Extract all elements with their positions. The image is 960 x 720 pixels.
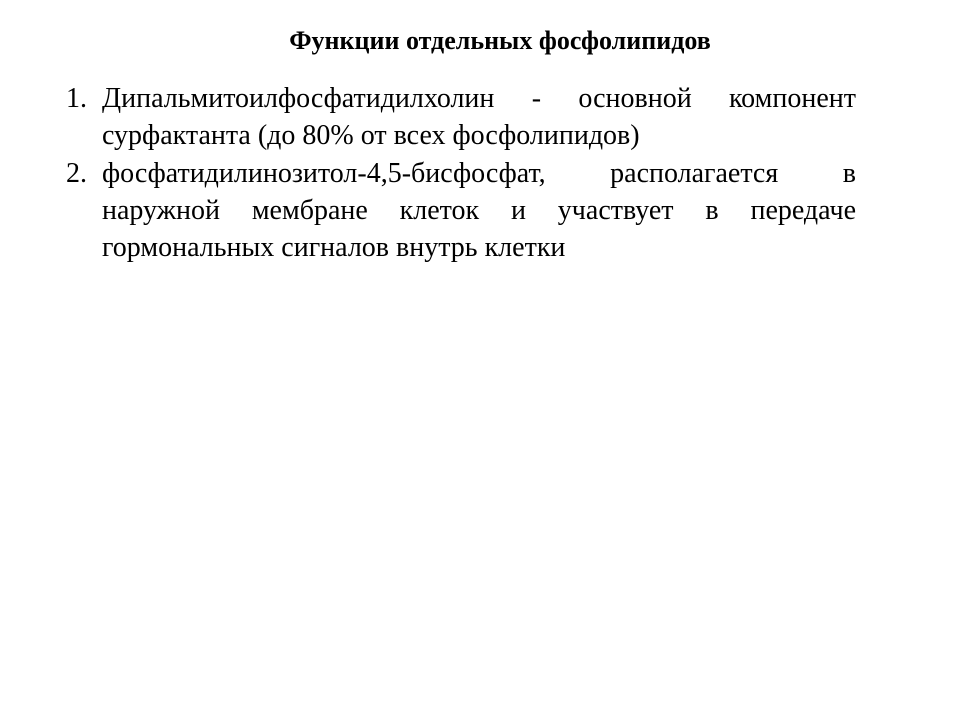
list-item [66, 155, 856, 266]
slide-title: Функции отдельных фосфолипидов [289, 26, 711, 55]
list-item-text: фосфатидилинозитол-4,5-бисфосфат, располагается в наружной мембране клеток и участвует в передаче гормональных сигналов внутрь клетки [102, 158, 856, 263]
list-item-number: 1. [66, 83, 87, 114]
functions-list [66, 80, 856, 267]
list-item-text: Дипальмитоилфосфатидилхолин - основной компонент сурфактанта (до 80% от всех фосфолипидов) [102, 83, 856, 151]
list-item [66, 80, 856, 154]
list-item-number: 2. [66, 158, 87, 189]
